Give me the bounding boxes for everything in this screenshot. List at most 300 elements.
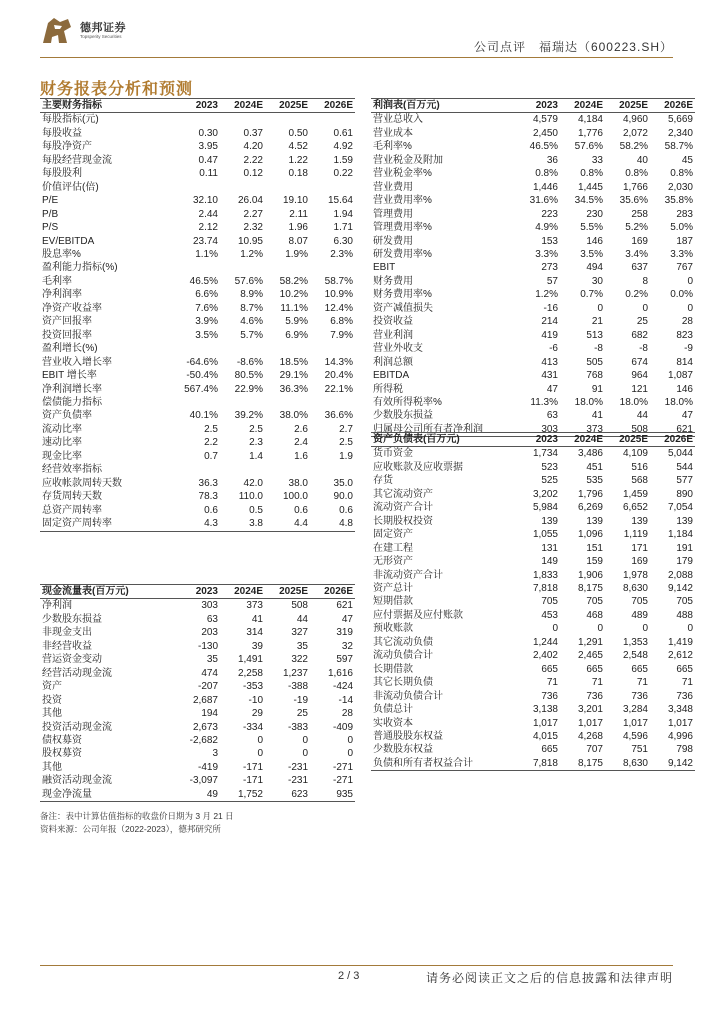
cell-value: 3.3% xyxy=(670,248,693,260)
row-label: 利润总额 xyxy=(373,356,413,368)
cell-value: 0.37 xyxy=(243,127,263,139)
row-label: 投资收益 xyxy=(373,316,413,328)
row-label: 偿债能力指标 xyxy=(42,396,102,408)
cell-value: -2,682 xyxy=(189,734,218,746)
table-row xyxy=(40,626,355,639)
cell-value: 1.71 xyxy=(333,222,353,234)
cell-value: 2,465 xyxy=(577,650,603,662)
cell-value: 41 xyxy=(251,613,263,625)
cell-value: 15.64 xyxy=(327,195,353,207)
cell-value: 26.04 xyxy=(237,195,263,207)
row-label: 资产总计 xyxy=(373,582,413,594)
row-label: 有效所得税率% xyxy=(373,396,442,408)
cell-value: 46.5% xyxy=(189,275,218,287)
cell-value: 40.1% xyxy=(189,410,218,422)
cell-value: 3,486 xyxy=(577,448,603,460)
row-label: 营运资金变动 xyxy=(42,654,102,666)
cell-value: 2.32 xyxy=(243,222,263,234)
cell-value: 665 xyxy=(631,663,648,675)
table-row xyxy=(371,396,695,409)
row-label: 管理费用率% xyxy=(373,222,432,234)
table-row xyxy=(371,703,695,716)
year-header: 2025E xyxy=(279,100,308,111)
cell-value xyxy=(265,181,310,194)
cell-value: 2,258 xyxy=(237,667,263,679)
year-header: 2024E xyxy=(574,434,603,445)
cell-value: 736 xyxy=(676,690,693,702)
cell-value: 5.2% xyxy=(625,222,648,234)
table-row xyxy=(40,450,355,463)
cell-value: 0.22 xyxy=(333,168,353,180)
cell-value: 1,244 xyxy=(532,636,558,648)
cell-value: 33 xyxy=(591,154,603,166)
cell-value: 4.20 xyxy=(243,141,263,153)
cell-value xyxy=(220,113,265,127)
table-row xyxy=(40,613,355,626)
table-row xyxy=(40,248,355,261)
cell-value: 36 xyxy=(546,154,558,166)
cell-value: -14 xyxy=(338,694,353,706)
year-header: 2026E xyxy=(324,586,353,597)
table-row xyxy=(371,757,695,771)
cell-value: 146 xyxy=(676,383,693,395)
table-header-row xyxy=(40,99,355,113)
cell-value: 8,175 xyxy=(577,757,603,769)
cell-value: 6,652 xyxy=(622,502,648,514)
cell-value: 0.30 xyxy=(198,127,218,139)
cell-value: 18.5% xyxy=(279,356,308,368)
year-header: 2025E xyxy=(279,586,308,597)
row-label: 营业总收入 xyxy=(373,114,423,126)
row-label: 应付票据及应付账款 xyxy=(373,609,463,621)
row-label: 每股收益 xyxy=(42,127,82,139)
cell-value xyxy=(220,261,265,274)
note-source: 资料来源：公司年报（2022-2023），德邦研究所 xyxy=(40,824,221,834)
table-row xyxy=(371,140,695,153)
cell-value: 36.6% xyxy=(324,410,353,422)
cell-value: 2,548 xyxy=(622,650,648,662)
cell-value xyxy=(175,396,220,409)
row-label: 资产 xyxy=(42,681,62,693)
cell-value: 3.8 xyxy=(249,518,263,530)
cell-value: 665 xyxy=(541,744,558,756)
cell-value xyxy=(310,113,355,127)
cell-value: 1.4 xyxy=(249,450,263,462)
row-label: 无形资产 xyxy=(373,556,413,568)
cell-value: 121 xyxy=(631,383,648,395)
table-row xyxy=(40,383,355,396)
cell-value: 131 xyxy=(541,542,558,554)
row-label: 少数股东损益 xyxy=(373,410,433,422)
cell-value: 35 xyxy=(206,654,218,666)
cell-value: 736 xyxy=(541,690,558,702)
row-label: 流动比率 xyxy=(42,423,82,435)
row-label: 固定资产 xyxy=(373,529,413,541)
cell-value: 623 xyxy=(291,788,308,800)
cell-value: 22.9% xyxy=(234,383,263,395)
cell-value xyxy=(310,463,355,476)
cell-value: -8 xyxy=(639,343,648,355)
table-title: 主要财务指标 xyxy=(42,100,102,111)
cell-value: 2,687 xyxy=(192,694,218,706)
cell-value: 139 xyxy=(631,515,648,527)
cell-value: 5,984 xyxy=(532,502,558,514)
cell-value: 4,996 xyxy=(667,730,693,742)
cell-value: 431 xyxy=(541,370,558,382)
table-row xyxy=(371,447,695,461)
cell-value: 4,596 xyxy=(622,730,648,742)
cell-value xyxy=(310,261,355,274)
table-row xyxy=(371,248,695,261)
cell-value: 0 xyxy=(642,623,648,635)
cell-value: 11.3% xyxy=(530,396,558,408)
row-label: 非流动负债合计 xyxy=(373,690,443,702)
cell-value: 3,284 xyxy=(622,704,648,716)
cell-value: 0.6 xyxy=(204,504,218,516)
cell-value: 508 xyxy=(291,600,308,612)
table-row xyxy=(371,515,695,528)
cell-value xyxy=(220,396,265,409)
cell-value: 1,017 xyxy=(622,717,648,729)
cell-value: -271 xyxy=(332,761,353,773)
cell-value: 46.5% xyxy=(529,141,558,153)
cell-value: 0 xyxy=(687,275,693,287)
cell-value: 2.22 xyxy=(243,154,263,166)
cell-value: 25 xyxy=(636,316,648,328)
cell-value: 4,268 xyxy=(577,730,603,742)
row-label: 营业税金及附加 xyxy=(373,154,443,166)
cell-value: 1,906 xyxy=(577,569,603,581)
cell-value: 35.6% xyxy=(619,195,648,207)
cell-value: 2,402 xyxy=(532,650,558,662)
row-label: 非流动资产合计 xyxy=(373,569,443,581)
cell-value: 682 xyxy=(631,329,648,341)
table-row xyxy=(40,517,355,531)
cell-value: 468 xyxy=(586,609,603,621)
cell-value: 1,446 xyxy=(532,181,558,193)
company-logo xyxy=(40,15,190,47)
table-row xyxy=(40,261,355,274)
cell-value: 0.50 xyxy=(288,127,308,139)
cell-value: 3.3% xyxy=(535,248,558,260)
cell-value: -388 xyxy=(287,681,308,693)
cell-value: 18.0% xyxy=(664,396,693,408)
table-row xyxy=(40,599,355,613)
table-row xyxy=(40,194,355,207)
row-label: 营业收入增长率 xyxy=(42,356,112,368)
table-row xyxy=(371,302,695,315)
cell-value: 1.94 xyxy=(333,208,353,220)
cell-value: 1,459 xyxy=(622,488,648,500)
cell-value: 1.2% xyxy=(240,248,263,260)
cell-value: 0.8% xyxy=(625,168,648,180)
cell-value: 453 xyxy=(541,609,558,621)
table-row xyxy=(40,788,355,802)
cell-value: 1,491 xyxy=(237,654,263,666)
cell-value: 4,579 xyxy=(532,114,558,126)
table-header-row xyxy=(371,433,695,447)
cell-value: 58.7% xyxy=(324,275,353,287)
cell-value: 4.92 xyxy=(333,141,353,153)
cell-value: 4.4 xyxy=(294,518,308,530)
cell-value: 110.0 xyxy=(238,491,263,503)
cell-value: 45 xyxy=(681,154,693,166)
cell-value xyxy=(220,181,265,194)
cell-value: 1,017 xyxy=(667,717,693,729)
table-row xyxy=(40,396,355,409)
table-row xyxy=(371,342,695,355)
cell-value: 1,055 xyxy=(532,529,558,541)
cell-value: 0.7% xyxy=(580,289,603,301)
cell-value: -3,097 xyxy=(189,775,218,787)
cell-value: 4.3 xyxy=(204,518,218,530)
cell-value: 4,015 xyxy=(532,730,558,742)
cell-value: 78.3 xyxy=(198,491,218,503)
cell-value: 5.5% xyxy=(580,222,603,234)
table-row xyxy=(371,690,695,703)
cell-value: 11.1% xyxy=(280,302,308,314)
table-row xyxy=(371,275,695,288)
cell-value: 18.0% xyxy=(619,396,648,408)
table-row xyxy=(371,369,695,382)
cell-value: 1,796 xyxy=(577,488,603,500)
cell-value: 63 xyxy=(546,410,558,422)
cell-value: 7,818 xyxy=(532,757,558,769)
cell-value: 4,184 xyxy=(577,114,603,126)
cell-value: 1.9 xyxy=(339,450,353,462)
table-row xyxy=(40,288,355,301)
cell-value: 3.95 xyxy=(198,141,218,153)
cell-value: 32.10 xyxy=(192,195,218,207)
cell-value: 577 xyxy=(676,475,693,487)
cell-value xyxy=(175,181,220,194)
cell-value: 3.9% xyxy=(195,316,218,328)
cell-value: 6.9% xyxy=(285,329,308,341)
cell-value: 8.07 xyxy=(288,235,308,247)
company-name-en: Topsperity Securities xyxy=(80,34,122,39)
row-label: 净利润率 xyxy=(42,289,82,301)
table-row xyxy=(371,356,695,369)
cell-value: 38.0% xyxy=(279,410,308,422)
cell-value: 10.95 xyxy=(237,235,263,247)
cell-value: 736 xyxy=(631,690,648,702)
cell-value: 283 xyxy=(676,208,693,220)
cell-value: 4.52 xyxy=(288,141,308,153)
cell-value: 3,201 xyxy=(577,704,603,716)
table-row xyxy=(371,221,695,234)
cell-value: 71 xyxy=(636,677,648,689)
cell-value: 767 xyxy=(676,262,693,274)
table-row xyxy=(371,636,695,649)
row-label: 所得税 xyxy=(373,383,403,395)
cell-value: 169 xyxy=(631,235,648,247)
table-row xyxy=(40,734,355,747)
table-row xyxy=(40,504,355,517)
row-label: 流动负债合计 xyxy=(373,650,433,662)
cell-value: 488 xyxy=(676,609,693,621)
row-label: 每股指标(元) xyxy=(42,114,99,126)
cell-value: 768 xyxy=(586,370,603,382)
table-row xyxy=(371,663,695,676)
cell-value: 665 xyxy=(676,663,693,675)
cell-value xyxy=(265,463,310,476)
cell-value: 223 xyxy=(541,208,558,220)
cell-value: 71 xyxy=(546,677,558,689)
table-row xyxy=(40,302,355,315)
row-label: 长期股权投资 xyxy=(373,515,433,527)
row-label: 营业成本 xyxy=(373,127,413,139)
cell-value xyxy=(175,463,220,476)
cell-value: 5,669 xyxy=(667,114,693,126)
cell-value: 90.0 xyxy=(333,491,353,503)
row-label: 财务费用 xyxy=(373,275,413,287)
row-label: 价值评估(倍) xyxy=(42,181,99,193)
cell-value: 2,072 xyxy=(622,127,648,139)
cell-value: 21 xyxy=(591,316,603,328)
cell-value: 489 xyxy=(631,609,648,621)
cell-value: 1,119 xyxy=(623,529,648,541)
cell-value: 1.2% xyxy=(535,289,558,301)
cell-value: -19 xyxy=(293,694,308,706)
cell-value: 890 xyxy=(676,488,693,500)
table-row xyxy=(371,127,695,140)
cell-value: 373 xyxy=(246,600,263,612)
table-row xyxy=(40,423,355,436)
row-label: P/B xyxy=(42,208,59,220)
cell-value xyxy=(310,181,355,194)
table-row xyxy=(40,113,355,127)
cell-value: 373 xyxy=(586,423,603,435)
cell-value: 474 xyxy=(201,667,218,679)
cell-value: 4,960 xyxy=(622,114,648,126)
cell-value: 751 xyxy=(631,744,648,756)
cell-value: 35.0 xyxy=(333,477,353,489)
year-header: 2025E xyxy=(619,434,648,445)
row-label: 应收账款及应收票据 xyxy=(373,461,463,473)
cell-value: 7.6% xyxy=(195,302,218,314)
table-title: 利润表(百万元) xyxy=(373,100,440,111)
cell-value: 814 xyxy=(676,356,693,368)
cell-value: 516 xyxy=(631,461,648,473)
cell-value: 44 xyxy=(296,613,308,625)
table-row xyxy=(371,154,695,167)
cell-value: 1,087 xyxy=(667,370,693,382)
table-row xyxy=(371,194,695,207)
cell-value: 71 xyxy=(681,677,693,689)
cell-value: 12.4% xyxy=(324,302,353,314)
cell-value: 568 xyxy=(631,475,648,487)
cell-value: 1.6 xyxy=(294,450,308,462)
table-header-row xyxy=(40,585,355,599)
cell-value: 49 xyxy=(206,788,218,800)
row-label: 营业费用率% xyxy=(373,195,432,207)
row-label: 非经营收益 xyxy=(42,640,92,652)
cell-value: 4.8 xyxy=(339,518,353,530)
company-name-cn: 德邦证券 xyxy=(80,22,126,34)
cell-value: 1.59 xyxy=(333,154,353,166)
row-label: 普通股股东权益 xyxy=(373,730,443,742)
cell-value: 18.0% xyxy=(574,396,603,408)
row-label: 负债总计 xyxy=(373,704,413,716)
row-label: 归属母公司所有者净利润 xyxy=(373,423,483,435)
section-title: 财务报表分析和预测 xyxy=(40,81,194,98)
cell-value: 39.2% xyxy=(234,410,263,422)
cell-value: 179 xyxy=(676,556,693,568)
cell-value: 29.1% xyxy=(279,370,308,382)
cell-value: 4.6% xyxy=(240,316,263,328)
row-label: 经营效率指标 xyxy=(42,464,102,476)
row-label: 固定资产周转率 xyxy=(42,518,112,530)
row-label: 营业税金率% xyxy=(373,168,432,180)
cell-value: 1,445 xyxy=(577,181,603,193)
cell-value: 2,340 xyxy=(667,127,693,139)
table-row xyxy=(371,474,695,487)
row-label: 少数股东损益 xyxy=(42,613,102,625)
cell-value: -8 xyxy=(594,343,603,355)
cell-value: 41 xyxy=(591,410,603,422)
row-label: 现金净流量 xyxy=(42,788,92,800)
row-label: 经营活动现金流 xyxy=(42,667,112,679)
row-label: 其它流动资产 xyxy=(373,488,433,500)
cell-value: 36.3% xyxy=(279,383,308,395)
cell-value: 1,291 xyxy=(577,636,603,648)
row-label: 净利润 xyxy=(42,600,72,612)
cell-value: 22.1% xyxy=(324,383,353,395)
row-label: 速动比率 xyxy=(42,437,82,449)
year-header: 2023 xyxy=(195,586,218,597)
cell-value: 544 xyxy=(676,461,693,473)
cell-value: 322 xyxy=(291,654,308,666)
table-row xyxy=(371,501,695,514)
cell-value: -16 xyxy=(543,302,558,314)
logo-emblem-icon xyxy=(40,15,74,47)
cell-value: 20.4% xyxy=(324,370,353,382)
row-label: 净利润增长率 xyxy=(42,383,102,395)
cell-value: 8,630 xyxy=(622,582,648,594)
cell-value: 0.6 xyxy=(339,504,353,516)
cell-value: 935 xyxy=(336,788,353,800)
row-label: 每股经营现金流 xyxy=(42,154,112,166)
footer-divider xyxy=(40,965,673,966)
cell-value: 14.3% xyxy=(324,356,353,368)
cell-value: 494 xyxy=(586,262,603,274)
cell-value: 8.9% xyxy=(240,289,263,301)
cell-value: -171 xyxy=(242,761,263,773)
cell-value: 621 xyxy=(336,600,353,612)
cell-value xyxy=(265,342,310,355)
table-row xyxy=(40,167,355,180)
cell-value: -383 xyxy=(287,721,308,733)
table-row xyxy=(40,208,355,221)
cell-value: 57 xyxy=(546,275,558,287)
cell-value: 2,673 xyxy=(192,721,218,733)
year-header: 2026E xyxy=(664,100,693,111)
cell-value: 2,612 xyxy=(667,650,693,662)
cell-value: 1,353 xyxy=(622,636,648,648)
cell-value: 319 xyxy=(336,627,353,639)
cell-value: 7.9% xyxy=(330,329,353,341)
cell-value: 58.7% xyxy=(664,141,693,153)
cell-value: 2.3% xyxy=(330,248,353,260)
cell-value: 5,044 xyxy=(667,448,693,460)
cell-value: 28 xyxy=(681,316,693,328)
cell-value: 9,142 xyxy=(667,582,693,594)
cell-value: 151 xyxy=(586,542,603,554)
table-row xyxy=(371,383,695,396)
cell-value: -8.6% xyxy=(236,356,263,368)
cell-value: 9,142 xyxy=(667,757,693,769)
cell-value: 1,419 xyxy=(667,636,693,648)
